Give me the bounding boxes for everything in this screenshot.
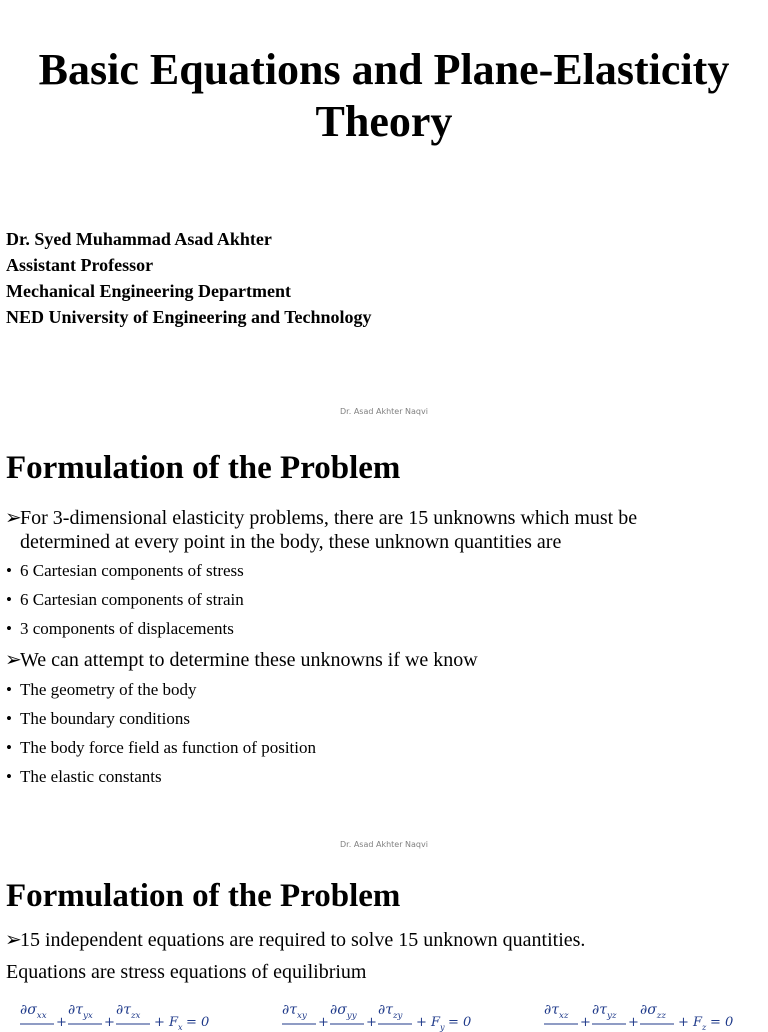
slide-title: Formulation of the Problem	[6, 878, 401, 914]
list-item: • 6 Cartesian components of stress	[6, 561, 244, 580]
unknowns-list	[6, 561, 244, 648]
plus-sign: +	[628, 1015, 639, 1030]
formulation-slide-2	[0, 862, 768, 1032]
derivative-term: $\partial\tau_{xy}$	[282, 1002, 307, 1021]
slide-footer: Dr. Asad Akhter Naqvi	[340, 840, 428, 849]
bullet-icon: •	[6, 738, 12, 757]
presentation-title: Basic Equations and Plane-Elasticity Theory	[38, 45, 730, 146]
derivative-term: $\partial\tau_{yz}$	[592, 1002, 617, 1021]
plus-sign: +	[580, 1015, 591, 1030]
plus-sign: +	[56, 1015, 67, 1030]
author-university: NED University of Engineering and Technology	[6, 307, 372, 327]
list-item: • 3 components of displacements	[6, 619, 234, 638]
bullet-icon: •	[6, 561, 12, 580]
author-block	[6, 226, 372, 330]
bullet-icon: •	[6, 590, 12, 609]
equals-zero: = 0	[448, 1015, 472, 1030]
list-item: • The geometry of the body	[6, 680, 197, 699]
requirements-text: We can attempt to determine these unknowns if we know	[20, 649, 478, 671]
author-name: Dr. Syed Muhammad Asad Akhter	[6, 229, 272, 249]
equilibrium-equation-y	[282, 992, 492, 1032]
derivative-term: $\partial\tau_{zx}$	[116, 1002, 141, 1021]
requirements-line	[6, 648, 762, 672]
equilibrium-equation-z	[544, 992, 754, 1032]
derivative-term: $\partial\sigma_{zz}$	[640, 1002, 666, 1021]
formulation-slide-1	[0, 432, 768, 862]
requirements-point	[6, 648, 762, 672]
independent-equations-text: 15 independent equations are required to solve 15 unknown quantities.	[20, 929, 586, 951]
slide-title: Formulation of the Problem	[6, 450, 401, 486]
independent-equations-point	[6, 928, 762, 952]
bullet-icon: •	[6, 767, 12, 786]
derivative-term: $\partial\sigma_{yy}$	[330, 1002, 357, 1021]
unknowns-line-1	[6, 506, 762, 530]
arrow-bullet-icon: ➢	[5, 507, 22, 529]
body-force-term: + $F_x$	[154, 1015, 183, 1032]
requirements-list	[6, 680, 316, 796]
bullet-icon: •	[6, 680, 12, 699]
list-item: • The boundary conditions	[6, 709, 190, 728]
list-item: • The elastic constants	[6, 767, 162, 786]
equation-x-svg	[20, 992, 230, 1032]
slide-footer: Dr. Asad Akhter Naqvi	[340, 407, 428, 416]
arrow-bullet-icon: ➢	[5, 929, 22, 951]
list-item: • 6 Cartesian components of strain	[6, 590, 244, 609]
author-position: Assistant Professor	[6, 255, 154, 275]
equilibrium-equation-x	[20, 992, 230, 1032]
author-department: Mechanical Engineering Department	[6, 281, 291, 301]
body-force-term: + $F_z$	[678, 1015, 707, 1032]
equations-subtitle: Equations are stress equations of equilibrium	[6, 961, 367, 983]
plus-sign: +	[104, 1015, 115, 1030]
list-item: • The body force field as function of position	[6, 738, 317, 757]
bullet-icon: •	[6, 619, 12, 638]
plus-sign: +	[318, 1015, 329, 1030]
title-slide	[0, 0, 768, 432]
bullet-icon: •	[6, 709, 12, 728]
equals-zero: = 0	[186, 1015, 210, 1030]
unknowns-line-2: determined at every point in the body, these unknown quantities are	[20, 531, 562, 553]
equation-z-svg	[544, 992, 754, 1032]
derivative-term: $\partial\tau_{yx}$	[68, 1002, 93, 1021]
independent-equations-line	[6, 928, 762, 952]
unknowns-point	[6, 506, 762, 554]
unknowns-text-1: For 3-dimensional elasticity problems, there are 15 unknowns which must be	[20, 507, 638, 529]
derivative-term: $\partial\sigma_{xx}$	[20, 1002, 47, 1021]
derivative-term: $\partial\tau_{zy}$	[378, 1002, 403, 1021]
equation-y-svg	[282, 992, 492, 1032]
body-force-term: + $F_y$	[416, 1015, 445, 1032]
derivative-term: $\partial\tau_{xz}$	[544, 1002, 569, 1021]
arrow-bullet-icon: ➢	[5, 649, 22, 671]
equals-zero: = 0	[710, 1015, 734, 1030]
plus-sign: +	[366, 1015, 377, 1030]
